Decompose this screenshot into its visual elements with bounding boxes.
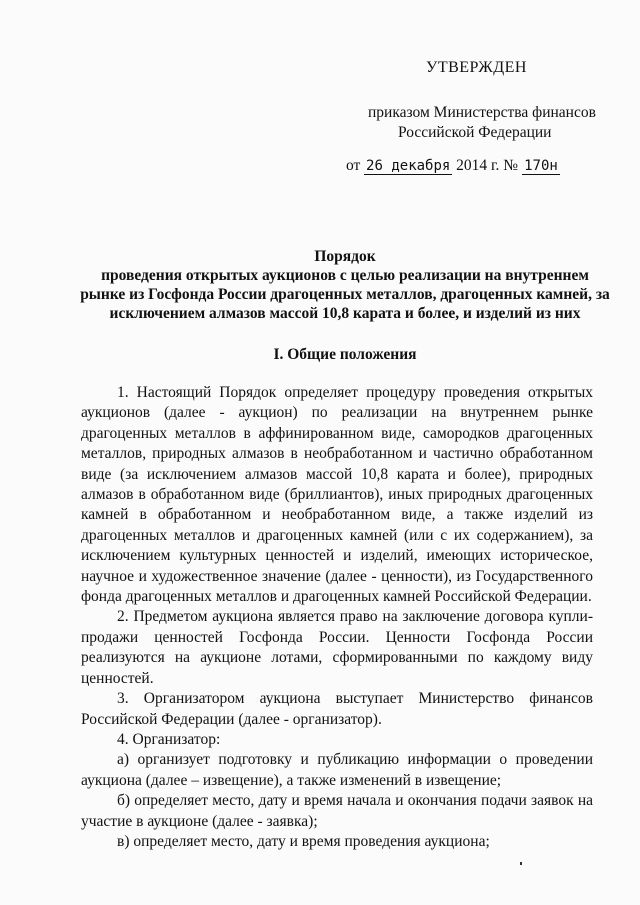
title-subtitle: проведения открытых аукционов с целью реализации на внутреннем рынке из Госфонда России драгоценных металлов, драгоценных камней, за исключением алмазов массой 10,8 карата и более, и изделий из них xyxy=(80,267,610,322)
handwritten-date: 26 декабря xyxy=(366,158,451,174)
document-body xyxy=(81,383,593,852)
paragraph-2: 2. Предметом аукциона является право на заключение договора купли-продажи ценностей Госфонда России. Ценности Госфонда России реализуются на аукционе лотами, сформированными по каждому виду ценностей. xyxy=(81,608,593,687)
paragraph-4: 4. Организатор: xyxy=(117,730,221,748)
order-line-ministry: приказом Министерства финансов xyxy=(368,104,596,121)
order-line-federation: Российской Федерации xyxy=(398,124,552,141)
date-year-number-label: 2014 г. № xyxy=(456,157,519,174)
order-date-line xyxy=(346,157,560,175)
title-heading: Порядок xyxy=(314,248,376,265)
paragraph-4c: в) определяет место, дату и время проведения аукциона; xyxy=(117,832,490,850)
paragraph-4b: б) определяет место, дату и время начала и окончания подачи заявок на участие в аукционе (далее - заявка); xyxy=(81,792,593,830)
approval-stamp-heading: УТВЕРЖДЕН xyxy=(426,59,527,76)
order-reference xyxy=(368,103,608,143)
paragraph-3: 3. Организатором аукциона выступает Министерство финансов Российской Федерации (далее - организатор). xyxy=(81,690,593,728)
date-prefix: от xyxy=(346,157,361,174)
handwritten-order-number: 170н xyxy=(522,158,560,175)
document-title xyxy=(80,247,610,323)
scan-speck xyxy=(520,862,522,865)
paragraph-1: 1. Настоящий Порядок определяет процедуру проведения открытых аукционов (далее - аукцион) по реализации на внутреннем рынке драгоценных металлов в аффинированном виде, самородков драгоценных металлов, природных алмазов в необработанном и частично обработанном виде (за исключением алмазов массой 10,8 карата и более), природных алмазов в обработанном виде (бриллиантов), иных природных драгоценных камней в обработанном и необработанном виде, а также изделий из драгоценных металлов и драгоценных камней (или с их содержанием), за исключением культурных ценностей и изделий, имеющих историческое, научное и художественное значение (далее - ценности), из Государственного фонда драгоценных металлов и драгоценных камней Российской Федерации. xyxy=(81,384,593,606)
paragraph-4a: а) организует подготовку и публикацию информации о проведении аукциона (далее – извещение), а также изменений в извещение; xyxy=(81,751,593,789)
section-title: I. Общие положения xyxy=(273,346,417,363)
